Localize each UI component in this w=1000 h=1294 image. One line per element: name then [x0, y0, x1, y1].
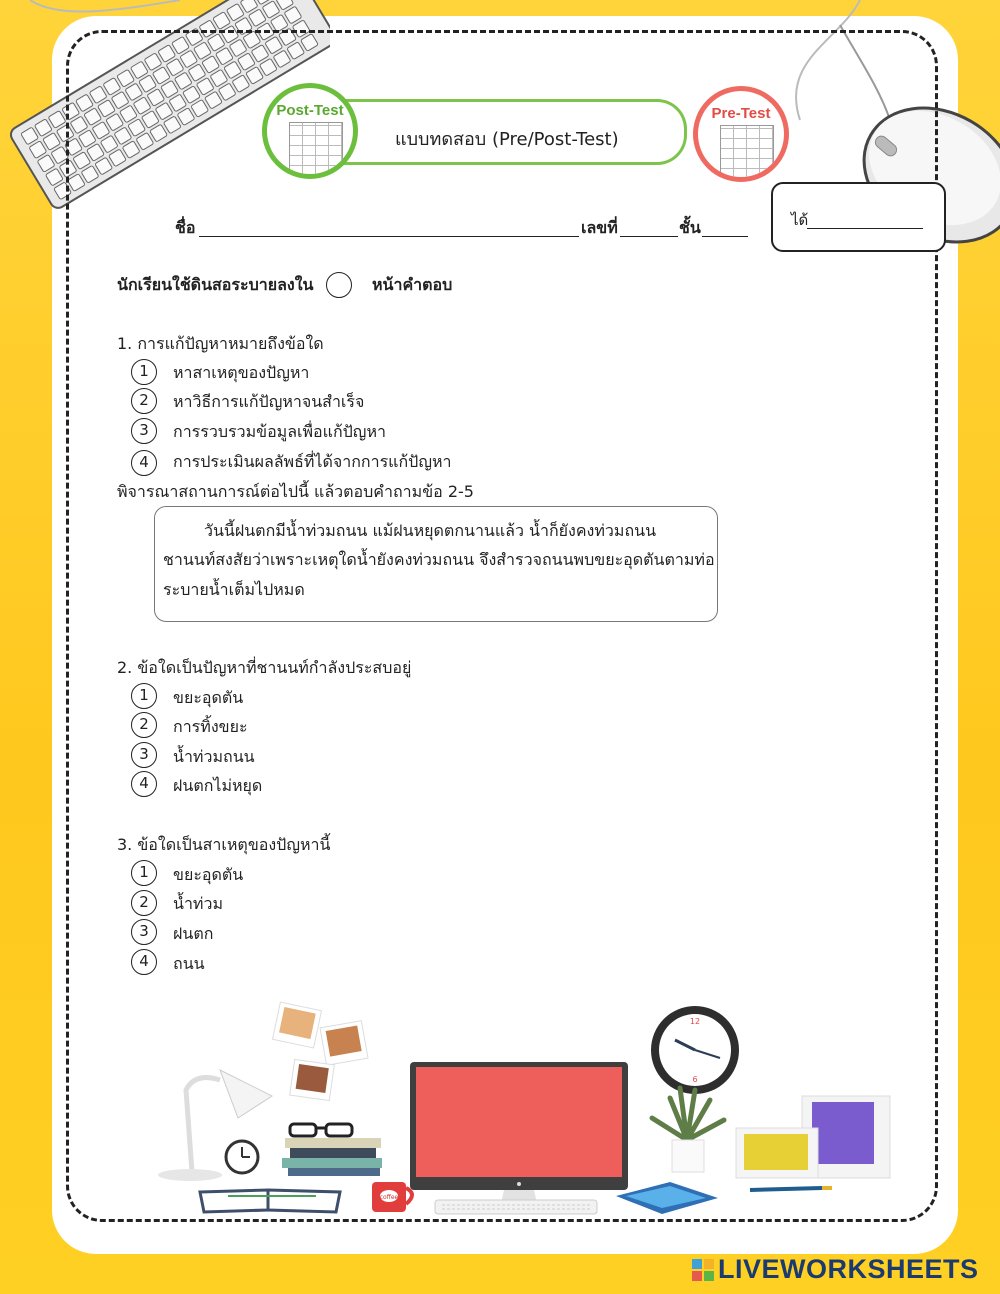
- instructions-text: นักเรียนใช้ดินสอระบายลงใน: [117, 275, 314, 294]
- number-label: เลขที่: [581, 218, 618, 237]
- plant-icon: [652, 1088, 724, 1172]
- score-box: [771, 182, 946, 252]
- notebook-icon: [200, 1190, 340, 1212]
- glasses-icon: [290, 1124, 352, 1136]
- q1-option-4-text: การประเมินผลลัพธ์ที่ได้จากการแก้ปัญหา: [173, 452, 452, 471]
- class-label: ชั้น: [679, 218, 701, 237]
- q2-option-4-text: ฝนตกไม่หยุด: [173, 776, 263, 795]
- name-field[interactable]: [199, 236, 579, 237]
- q1-option-2-text: หาวิธีการแก้ปัญหาจนสำเร็จ: [173, 392, 365, 411]
- photo-icon: [273, 1002, 322, 1048]
- q2-option-1-text: ขยะอุดตัน: [173, 688, 244, 707]
- q3-option-3-text: ฝนตก: [173, 924, 214, 943]
- scenario-line-1: วันนี้ฝนตกมีน้ำท่วมถนน แม้ฝนหยุดตกนานแล้ว น้ำก็ยังคงท่วมถนน: [204, 521, 657, 540]
- q3-option-3-bubble[interactable]: 3: [131, 919, 157, 945]
- post-test-badge: [262, 83, 358, 179]
- q1-option-3-text: การรวบรวมข้อมูลเพื่อแก้ปัญหา: [173, 422, 386, 441]
- pre-test-label: Pre-Test: [711, 105, 771, 122]
- alarm-clock-icon: [226, 1141, 258, 1173]
- liveworksheets-logo-icon: [692, 1259, 714, 1281]
- class-field[interactable]: [702, 236, 748, 237]
- q2-option-3-text: น้ำท่วมถนน: [173, 747, 255, 766]
- q1-option-2-bubble[interactable]: 2: [131, 388, 157, 414]
- question-3: 3. ข้อใดเป็นสาเหตุของปัญหานี้: [117, 835, 331, 854]
- score-input-line[interactable]: [807, 228, 923, 229]
- q3-option-2-text: น้ำท่วม: [173, 894, 223, 913]
- coffee-mug-icon: [372, 1182, 412, 1212]
- wall-clock-icon: [651, 1006, 739, 1094]
- scenario-line-3: ระบายน้ำเต็มไปหมด: [163, 580, 305, 599]
- q3-option-4-bubble[interactable]: 4: [131, 949, 157, 975]
- q1-option-1-text: หาสาเหตุของปัญหา: [173, 363, 310, 382]
- scenario-line-2: ชานนท์สงสัยว่าเพราะเหตุใดน้ำยังคงท่วมถนน จึงสำรวจถนนพบขยะอุดตันตามท่อ: [163, 550, 715, 569]
- svg-text:12: 12: [689, 1017, 701, 1026]
- q2-option-4-bubble[interactable]: 4: [131, 771, 157, 797]
- q3-option-1-bubble[interactable]: 1: [131, 860, 157, 886]
- question-1: 1. การแก้ปัญหาหมายถึงข้อใด: [117, 334, 324, 353]
- picture-frame-icon: [736, 1128, 818, 1178]
- mug-label: coffee: [379, 1194, 399, 1201]
- question-2: 2. ข้อใดเป็นปัญหาที่ชานนท์กำลังประสบอยู่: [117, 658, 412, 677]
- keyboard-icon: [435, 1200, 597, 1214]
- q2-option-2-text: การทิ้งขยะ: [173, 717, 248, 736]
- svg-text:6: 6: [692, 1075, 698, 1084]
- photo-icon: [290, 1059, 335, 1100]
- q1-option-4-bubble[interactable]: 4: [131, 450, 157, 476]
- photo-icon: [320, 1021, 368, 1066]
- q2-option-3-bubble[interactable]: 3: [131, 742, 157, 768]
- tablet-icon: [616, 1182, 718, 1214]
- q2-option-2-bubble[interactable]: 2: [131, 712, 157, 738]
- liveworksheets-brand[interactable]: LIVEWORKSHEETS: [718, 1254, 979, 1284]
- answer-circle-icon: [326, 272, 352, 298]
- name-label: ชื่อ: [175, 218, 196, 237]
- desk-illustration: [150, 1000, 910, 1225]
- post-test-label: Post-Test: [276, 102, 344, 119]
- q3-option-4-text: ถนน: [173, 954, 205, 973]
- pre-test-badge: [693, 86, 789, 182]
- page-title: แบบทดสอบ (Pre/Post-Test): [395, 129, 619, 150]
- grid-icon: [720, 125, 774, 179]
- q3-option-1-text: ขยะอุดตัน: [173, 865, 244, 884]
- books-icon: [282, 1138, 382, 1176]
- instructions-text-after: หน้าคำตอบ: [372, 275, 453, 294]
- monitor-icon: [410, 1062, 628, 1211]
- q1-option-3-bubble[interactable]: 3: [131, 418, 157, 444]
- number-field[interactable]: [620, 236, 678, 237]
- q1-option-1-bubble[interactable]: 1: [131, 359, 157, 385]
- q3-option-2-bubble[interactable]: 2: [131, 890, 157, 916]
- scenario-intro: พิจารณาสถานการณ์ต่อไปนี้ แล้วตอบคำถามข้อ 2-5: [117, 482, 474, 501]
- pen-icon: [750, 1188, 832, 1190]
- grid-icon: [289, 122, 343, 176]
- q2-option-1-bubble[interactable]: 1: [131, 683, 157, 709]
- score-label: ได้: [791, 211, 809, 229]
